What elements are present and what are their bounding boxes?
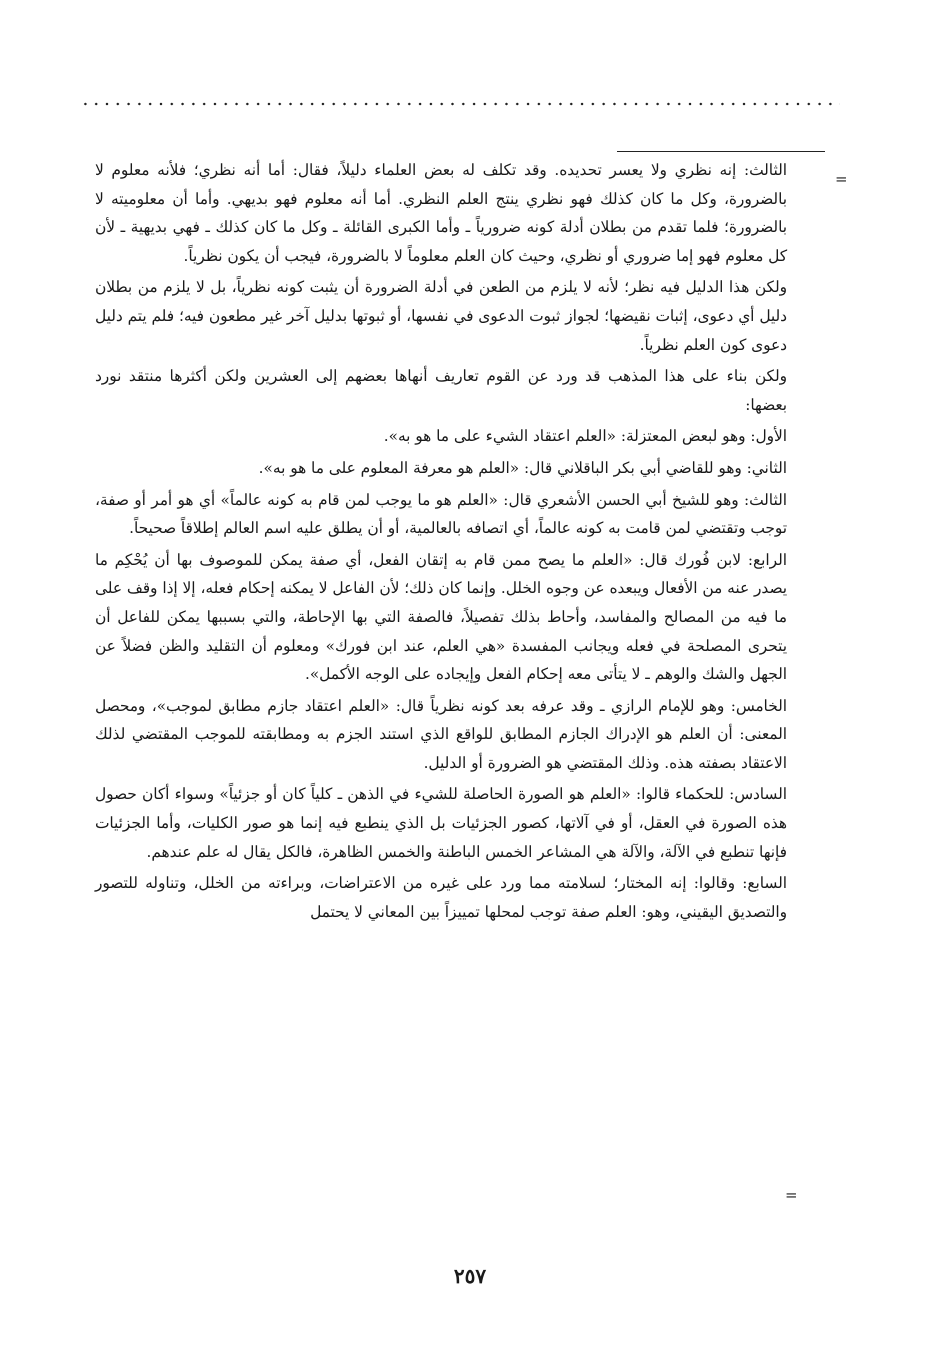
paragraph-10: السابع: وقالوا: إنه المختار؛ لسلامته مما ورد على غيره من الاعتراضات، وبراءته من الخلل، وتناوله للتصور والتصديق اليقيني، وهو: العلم صفة توجب لمحلها تمييزاً بين المعاني لا يحتمل	[95, 874, 787, 921]
paragraph-2: ولكن هذا الدليل فيه نظر؛ لأنه لا يلزم من الطعن في أدلة الضرورة أن يثبت كونه نظرياً، بل لا يلزم من بطلان دليل أي دعوى، إثبات نقيضها؛ لجواز ثبوت الدعوى في نفسها، أو ثبوتها بدليل آخر غير مطعون فيه؛ فلم يتم دليل دعوى كون العلم نظرياً.	[95, 278, 787, 354]
paragraph-5: الثاني: وهو للقاضي أبي بكر الباقلاني قال: «العلم هو معرفة المعلوم على ما هو به».	[258, 458, 787, 477]
paragraph-6: الثالث: وهو للشيخ أبي الحسن الأشعري قال: «العلم هو ما يوجب لمن قام به كونه عالماً» أي هو أمر أو صفة، توجب وتقتضي لمن قامت به كونه عالماً، أي اتصافه بالعالمية، أو أن يطلق عليه اسم العالم إطلاقاً صحيحاً.	[95, 490, 787, 538]
header-dotted-rule	[80, 99, 840, 109]
paragraph-7: الرابع: لابن فُورك قال: «العلم ما يصح ممن قام به إتقان الفعل، أي صفة يمكن للموصوف بها أن يُحْكِم ما يصدر عنه من الأفعال ويبعده عن وجوه الخلل. وإنما كان ذلك؛ لأن الفاعل لا يمكنه إحكام فعله، إلا إذا وقف على ما فيه من المصالح والمفاسد، وأحاط بذلك تفصيلاً، فالصفة التي بها الإحاطة، والتي بسببها يمكن للفاعل أن يتحرى المصلحة في فعله ويجانب المفسدة «هي العلم، عند ابن فورك» ومعلوم أن التقليد والظن فضلاً عن الجهل والشك والوهم ـ لا يتأتى معه إحكام الفعل وإيجاده على الوجه الأكمل».	[95, 550, 787, 684]
paragraph-8: الخامس: وهو للإمام الرازي ـ وقد عرفه بعد كونه نظرياً قال: «العلم اعتقاد جازم مطابق لموجب»، ومحصل المعنى: أن العلم هو الإدراك الجازم المطابق للواقع الذي استند الجزم به ومطابقته للموجب المقتضي لذلك الاعتقاد بصفته هذه. وذلك المقتضي هو الضرورة أو الدليل.	[95, 696, 787, 772]
continuation-mark-top: =	[835, 170, 848, 188]
body-text	[95, 156, 787, 926]
page-number: ٢٥٧	[453, 1264, 487, 1288]
column-rule	[617, 151, 825, 152]
paragraph-3: ولكن بناء على هذا المذهب قد ورد عن القوم تعاريف أنهاها بعضهم إلى العشرين ولكن أكثرها منتقد نورد بعضها:	[95, 367, 787, 414]
paragraph-4: الأول: وهو لبعض المعتزلة: «العلم اعتقاد الشيء على ما هو به».	[383, 427, 787, 446]
paragraph-1: الثالث: إنه نظري ولا يعسر تحديده. وقد تكلف له بعض العلماء دليلاً، فقال: أما أنه نظري؛ فلأنه معلوم لا بالضرورة، وكل ما كان كذلك فهو نظري ينتج العلم النظري. أما أنه معلوم فهو بديهي. وأما أن معلوميته لا بالضرورة؛ فلما تقدم من بطلان أدلة كونه ضرورياً ـ وأما الكبرى القائلة ـ وكل ما كان كذلك ـ فهي بديهية ـ لأن كل معلوم فهو إما ضروري أو نظري، وحيث كان العلم معلوماً لا بالضرورة، فيجب أن يكون نظرياً.	[95, 161, 787, 265]
continuation-mark-bottom: =	[785, 1186, 798, 1204]
paragraph-9: السادس: للحكماء قالوا: «العلم هو الصورة الحاصلة للشيء في الذهن ـ كلياً كان أو جزئياً» وسواء أكان حصول هذه الصورة في العقل، أو في آلاتها، كصور الجزئيات بل الذي ينطبع فيه إنما هو صور الكليات، وأما الجزئيات فإنها تنطبع في الآلة، والآلة هي المشاعر الخمس الباطنة والخمس الظاهرة، فالكل يقال له علم عندهم.	[95, 785, 787, 861]
